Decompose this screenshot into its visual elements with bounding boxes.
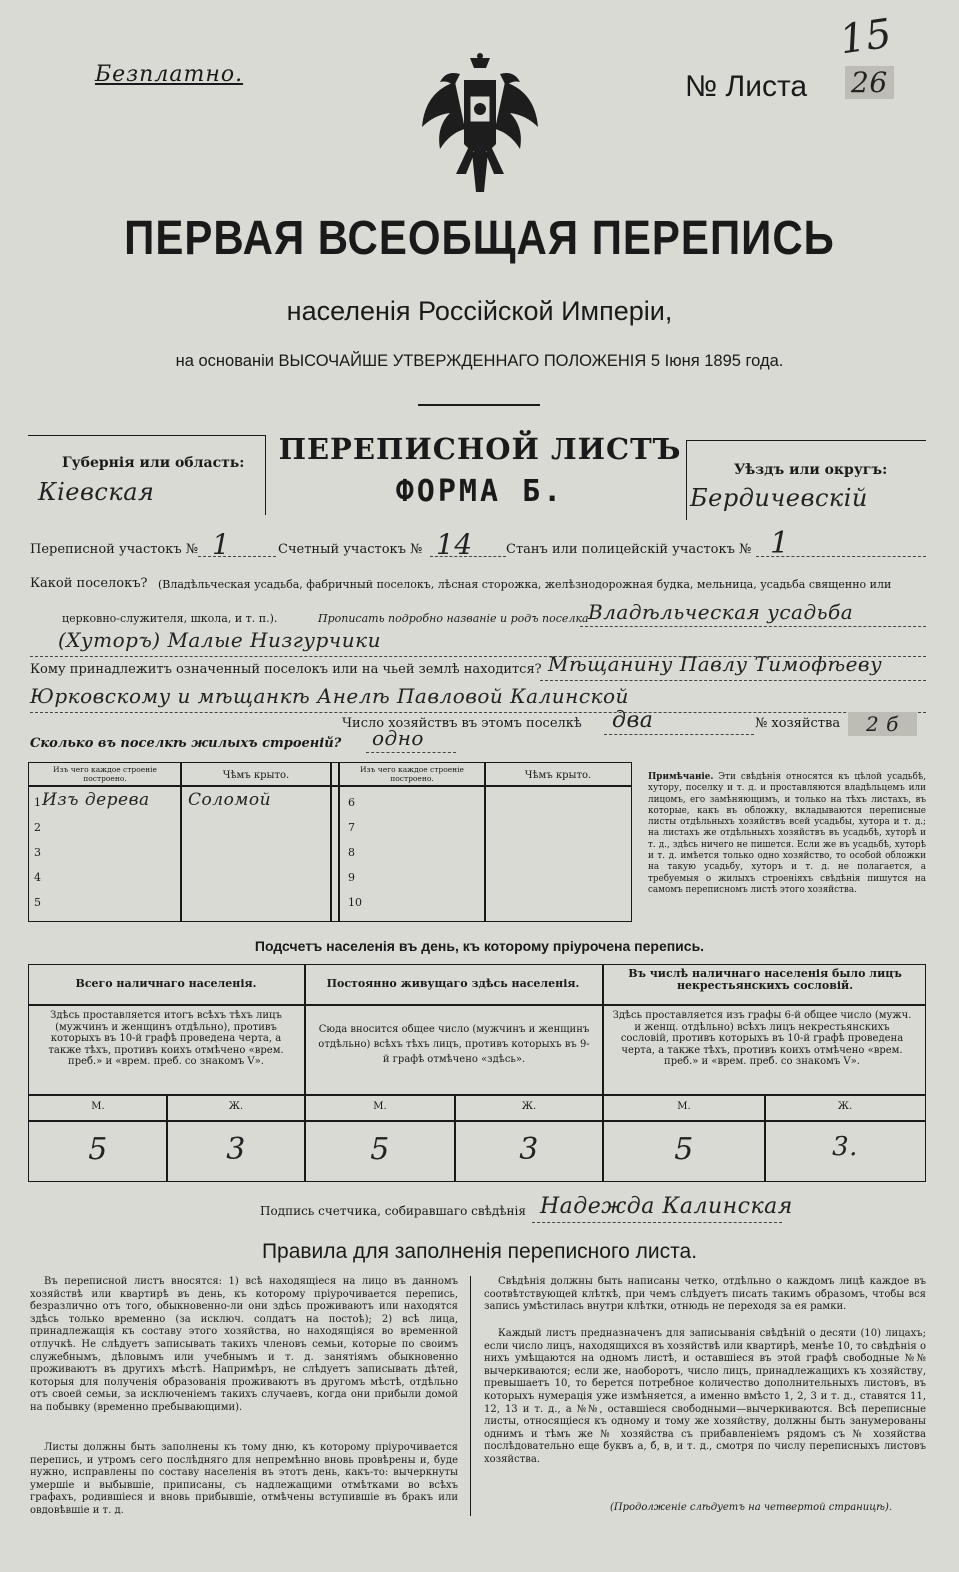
settlement-hint: (Владѣльческая усадьба, фабричный поселокъ, лѣсная сторожка, желѣзнодорожная будка, мельница, усадьба священно или	[158, 578, 892, 591]
table-row: 8	[348, 846, 355, 859]
sheet-number-value: 26	[845, 66, 894, 99]
tally-col-nonpeasant-title: Въ числѣ наличнаго населенія было лицъ некрестьянскихъ сословій.	[628, 967, 902, 992]
tally-col-permanent-title: Постоянно живущаго здѣсь населенія.	[326, 977, 580, 990]
tally-zh-header: Ж.	[228, 1101, 244, 1112]
count-area-label: Счетный участокъ №	[278, 542, 423, 557]
table-row: 5	[34, 896, 41, 909]
table-row: 3	[34, 846, 41, 859]
rules-continued: (Продолженіе слѣдуетъ на четвертой страницѣ).	[610, 1502, 893, 1513]
rules-right-p1: Свѣдѣнія должны быть написаны четко, отдѣльно о каждомъ лицѣ каждое въ соотвѣтствующей клѣткѣ, при чемъ слѣдуетъ писать такимъ образомъ, чтобы вся запись умѣстилась внутри клѣтки, отнюдь не переходя за ея рамки.	[484, 1276, 926, 1313]
signature-rule	[532, 1222, 782, 1223]
settlement-value-2: (Хуторъ) Малые Низгурчики	[58, 628, 381, 652]
tally-value: 5	[674, 1132, 694, 1167]
census-area-value: 1	[212, 528, 231, 561]
table-row: 7	[348, 821, 355, 834]
settlement-instruction: Прописать подробно названіе и родъ поселка	[318, 612, 589, 625]
rules-right-p2: Каждый листъ предназначенъ для записыванія свѣдѣній о десяти (10) лицахъ; если число лицъ, находящихся въ хозяйствѣ или квартирѣ, менѣе 10, то свѣдѣнія о нихъ умѣщаются на одномъ листѣ, и оставшіеся въ этой графѣ свободные №№ вычеркиваются; если же, наоборотъ, число лицъ, принадлежащихъ къ хозяйству, превышаетъ 10, то берется потребное количество дополнительныхъ листовъ, въ которыхъ нумерація уже измѣняется, а именно вмѣсто 1, 2, 3 и т. д., ставятся 11, 12, 13 и т. д., а №№, оставшіеся свободными—вычеркиваются. Всѣ переписные листы, относящіеся къ одному и тому же хозяйству, должны быть занумерованы однимъ и тѣмъ же № хозяйства съ прибавленіемъ рядомъ съ № хозяйства послѣдовательно еще буквъ а, б, в, и т. д., смотря по числу переписныхъ листовъ хозяйства.	[484, 1328, 926, 1465]
gubernia-value: Кіевская	[38, 478, 155, 506]
count-area-rule	[430, 556, 506, 557]
rules-heading: Правила для заполненія переписного листа.	[261, 1240, 698, 1263]
households-label: Число хозяйствъ въ этомъ поселкѣ	[342, 716, 582, 731]
gubernia-label: Губернія или область:	[62, 455, 245, 471]
form-label: ФОРМА Б.	[395, 474, 565, 509]
census-area-label: Переписной участокъ №	[30, 542, 199, 557]
note	[648, 772, 926, 896]
tally-col-nonpeasant-text: Здѣсь проставляется изъ графы 6-й общее число (мужч. и женщ. отдѣльно) всѣхъ лицъ некрестьянскихъ сословій, противъ которыхъ въ 10-й графѣ проведена черта, а также тѣхъ, противъ коихъ отмѣчено «врем. преб.» и «врем. преб. со знакомъ V».	[612, 1010, 912, 1067]
table-row: 2	[34, 821, 41, 834]
buildings-col-material-right: Изъ чего каждое строеніе построено.	[360, 765, 464, 783]
settlement-rule-1	[580, 626, 926, 627]
buildings-col-roof-right: Чѣмъ крыто.	[524, 770, 592, 781]
owner-value-1: Мѣщанину Павлу Тимофѣеву	[548, 652, 883, 676]
tally-m-header: М.	[677, 1101, 691, 1112]
tally-value: 5	[370, 1132, 390, 1167]
tally-heading: Подсчетъ населенія въ день, къ которому пріурочена перепись.	[254, 938, 705, 954]
tally-col-permanent-text: Сюда вносится общее число (мужчинъ и женщинъ отдѣльно) всѣхъ тѣхъ лицъ, противъ которыхъ въ 9-й графѣ отмѣчено «здѣсь».	[318, 1024, 590, 1065]
buildings-rows-left	[34, 790, 334, 920]
tally-col-total-text: Здѣсь проставляется итогъ всѣхъ тѣхъ лицъ (мужчинъ и женщинъ отдѣльно), противъ которыхъ въ 10-й графѣ проведена черта, а также тѣхъ, противъ коихъ отмѣчено «врем. преб.» и «врем. преб. со знакомъ V».	[48, 1010, 284, 1067]
tally-m-header: М.	[373, 1101, 387, 1112]
sheet-number-label: № Листа	[685, 70, 808, 103]
free-label: Безплатно.	[95, 62, 244, 87]
count-area-value: 14	[436, 528, 473, 561]
rules-left-p1: Въ переписной листъ вносятся: 1) всѣ находящіеся на лицо въ данномъ хозяйствѣ или квартирѣ въ день, къ которому пріурочивается перепись, безразлично отъ того, обыкновенно-ли они здѣсь проживаютъ или находятся здѣсь только временно (за исключ. солдатъ на постоѣ); 2) всѣ лица, принадлежащія къ составу этого хозяйства, но находящіяся во временной отлучкѣ. Не слѣдуетъ записывать такихъ членовъ семьи, которые по своимъ служебнымъ, дѣловымъ или учебнымъ и т. д. занятіямъ обыкновенно проживаютъ въ другихъ мѣстѣ. Напримѣръ, не слѣдуетъ записывать дѣтей, которыя для полученія образованія проживаютъ въ другомъ мѣстѣ, отдѣльно отъ своей семьи, за исключеніемъ такихъ случаевъ, когда они прибыли домой на побывку (временно пребывающими).	[30, 1276, 458, 1413]
note-text: Эти свѣдѣнія относятся къ цѣлой усадьбѣ, хутору, поселку и т. д. и проставляются владѣльцемъ или лицомъ, его замѣняющимъ, и только на тѣхъ листахъ, въ которые, какъ въ обложку, вкладываются переписные листы отдѣльныхъ хозяйствъ всей усадьбы, хутора и т. д.; на листахъ же отдѣльныхъ хозяйствъ въ усадьбѣ, хуторѣ и т. д., здѣсь ничего не пишется. Если же въ усадьбѣ, хуторѣ и т. д. имѣется только одно хозяйство, то особой обложки на такую усадьбу, хуторъ и т. д. не полагается, а требуемыя о жилыхъ строеніяхъ свѣдѣнія пишутся на самомъ переписномъ листѣ этого хозяйства.	[648, 772, 926, 895]
tally-col-total-title: Всего наличнаго населенія.	[75, 977, 257, 990]
table-row: 10	[348, 896, 362, 909]
buildings-rule	[366, 752, 456, 753]
owner-rule-2	[30, 712, 926, 713]
settlement-value-1: Владѣльческая усадьба	[588, 600, 854, 624]
buildings-label: Сколько въ поселкѣ жилыхъ строеній?	[30, 736, 342, 751]
double-headed-eagle-emblem	[420, 52, 540, 202]
household-number-label: № хозяйства	[755, 716, 841, 731]
tally-m-header: М.	[91, 1101, 105, 1112]
building-material: Изъ дерева	[42, 790, 150, 810]
title-divider	[418, 404, 540, 406]
rules-left-p2: Листы должны быть заполнены къ тому дню, къ которому пріурочивается перепись, и утромъ сего послѣдняго для непремѣнно вновь провѣрены и, буде нужно, исправлены по составу населенія въ этотъ день, какъ-то: вычеркнуты умершіе и выбывшіе, приписаны, съ надлежащими отмѣтками во всѣхъ графахъ, родившіеся и вновь прибывшіе, отмѣчены вступившіе въ бракъ или овдовѣвшіе и т. д.	[30, 1442, 458, 1516]
settlement-label: Какой поселокъ?	[30, 576, 148, 591]
tally-value: 5	[88, 1132, 108, 1167]
owner-value-2: Юрковскому и мѣщанкѣ Анелѣ Павловой Калинской	[30, 684, 629, 708]
tally-zh-header: Ж.	[837, 1101, 853, 1112]
uezd-label: Уѣздъ или округъ:	[734, 462, 888, 478]
table-row: 1	[34, 796, 41, 809]
main-title: ПЕРВАЯ ВСЕОБЩАЯ ПЕРЕПИСЬ	[124, 210, 835, 265]
stan-value: 1	[770, 526, 790, 561]
household-number-value: 2 б	[848, 712, 917, 736]
buildings-value: одно	[372, 726, 424, 750]
table-row: 4	[34, 871, 41, 884]
owner-rule-1	[540, 680, 926, 681]
stan-label: Станъ или полицейскій участокъ №	[506, 542, 752, 557]
uezd-value: Бердичевскій	[690, 484, 868, 512]
table-row: 6	[348, 796, 355, 809]
rules-divider	[470, 1276, 471, 1516]
households-value: два	[612, 708, 654, 733]
buildings-col-roof-left: Чѣмъ крыто.	[222, 770, 290, 781]
corner-number: 15	[837, 10, 895, 64]
households-rule	[604, 734, 754, 735]
stan-rule	[756, 556, 926, 557]
tally-value: 3.	[832, 1132, 858, 1162]
signature-label: Подпись счетчика, собиравшаго свѣдѣнія	[260, 1204, 526, 1218]
table-row: 9	[348, 871, 355, 884]
signature-value: Надежда Калинская	[540, 1194, 793, 1219]
building-roof: Соломой	[188, 790, 272, 810]
form-heading: ПЕРЕПИСНОЙ ЛИСТЪ	[278, 432, 682, 466]
census-area-rule	[198, 556, 276, 557]
note-label: Примѣчаніе.	[648, 772, 714, 782]
owner-label: Кому принадлежитъ означенный поселокъ или на чьей землѣ находится?	[30, 662, 542, 677]
tally-value: 3	[226, 1132, 246, 1167]
settlement-hint-2: церковно-служителя, школа, и т. п.).	[62, 612, 278, 625]
tally-value: 3	[519, 1132, 539, 1167]
buildings-rows-right	[348, 790, 478, 920]
subtitle: населенія Россійской Имперіи,	[286, 296, 673, 326]
buildings-col-material-left: Изъ чего каждое строеніе построено.	[53, 765, 157, 783]
legal-basis: на основаніи ВЫСОЧАЙШЕ УТВЕРЖДЕННАГО ПОЛОЖЕНІЯ 5 Іюня 1895 года.	[175, 352, 784, 370]
tally-zh-header: Ж.	[521, 1101, 537, 1112]
